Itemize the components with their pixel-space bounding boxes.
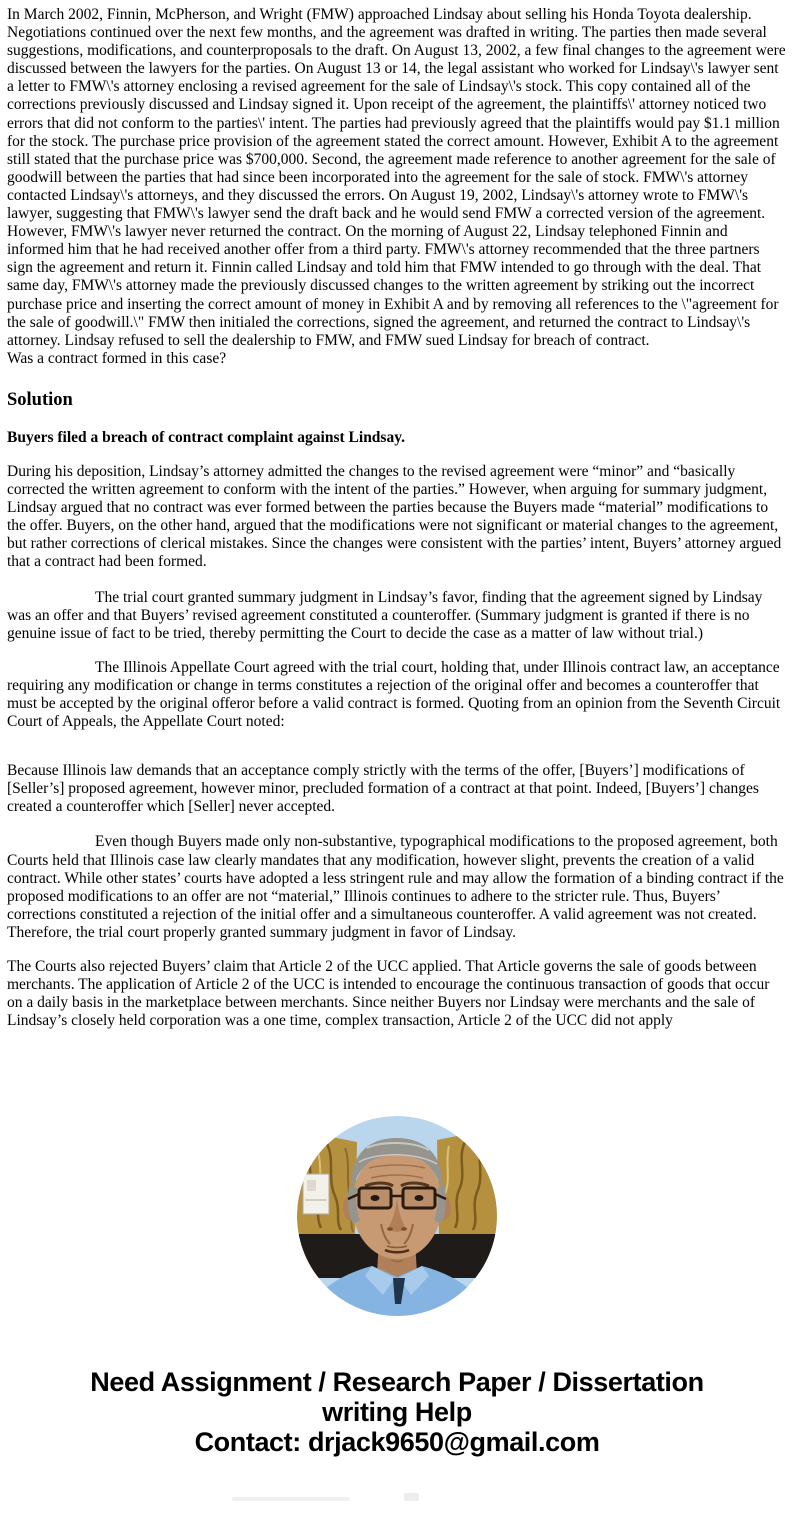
case-facts-paragraph: In March 2002, Finnin, McPherson, and Wright (FMW) approached Lindsay about selling his Honda Toyota dealership. Negotiations continued over the next few months, and the agreement was drafted in writing. The parties then made several suggestions, modifications, and counterproposals to the draft. On August 13, 2002, a few final changes to the agreement were discussed between the lawyers for the parties. On August 13 or 14, the legal assistant who worked for Lindsay\'s lawyer sent a letter to FMW\'s attorney enclosing a revised agreement for the sale of Lindsay\'s stock. This copy contained all of the corrections previously discussed and Lindsay signed it. Upon receipt of the agreement, the plaintiffs\' attorney noticed two errors that did not conform to the parties\' intent. The parties had previously agreed that the plaintiffs would pay $1.1 million for the stock. The purchase price provision of the agreement stated the correct amount. However, Exhibit A to the agreement still stated that the purchase price was $700,000. Second, the agreement made reference to another agreement for the sale of goodwill between the parties that had since been incorporated into the agreement for the sale of stock. FMW\'s attorney contacted Lindsay\'s attorneys, and they discussed the errors. On August 19, 2002, Lindsay\'s attorney wrote to FMW\'s lawyer, suggesting that FMW\'s lawyer send the draft back and he would send FMW a corrected version of the agreement. However, FMW\'s lawyer never returned the contract. On the morning of August 22, Lindsay telephoned Finnin and informed him that he had received another offer from a third party. FMW\'s attorney recommended that the three partners sign the agreement and return it. Finnin called Lindsay and told him that FMW intended to go through with the deal. That same day, FMW\'s attorney made the previously discussed changes to the written agreement by striking out the incorrect purchase price and inserting the correct amount of money in Exhibit A and by removing all references to the \"agreement for the sale of goodwill.\" FMW then initialed the corrections, signed the agreement, and returned the contract to Lindsay\'s attorney. Lindsay refused to sell the dealership to FMW, and FMW sued Lindsay for breach of contract. (7, 6, 786, 349)
player-bar-remnant (232, 1497, 350, 1501)
appellate-court-paragraph: The Illinois Appellate Court agreed with the trial court, holding that, under Illinois contract law, an acceptance requiring any modification or change in terms constitutes a rejection of the original offer and becomes a counteroffer that must be accepted by the original offeror before a valid contract is formed. Quoting from an opinion from the Seventh Circuit Court of Appeals, the Appellate Court noted: (7, 658, 781, 731)
complaint-statement: Buyers filed a breach of contract complaint against Lindsay. (7, 428, 405, 446)
ucc-paragraph: The Courts also rejected Buyers’ claim that Article 2 of the UCC applied. That Article governs the sale of goods between merchants. The application of Article 2 of the UCC is intended to encourage the continuous transaction of goods that occur on a daily basis in the marketplace between merchants. Since neither Buyers nor Lindsay were merchants and the sale of Lindsay’s closely held corporation was a one time, complex transaction, Article 2 of the UCC did not apply (7, 958, 770, 1030)
seventh-circuit-quote: Because Illinois law demands that an acceptance comply strictly with the terms of the offer, [Buyers’] modifications of [Seller’s] proposed agreement, however minor, precluded formation of a contract at that point. Indeed, [Buyers’] changes created a counteroffer which [Seller] never accepted. (7, 762, 759, 816)
presenter-avatar (297, 1116, 497, 1316)
footer-contact-email: Contact: drjack9650@gmail.com (194, 1427, 600, 1458)
trial-court-paragraph: The trial court granted summary judgment in Lindsay’s favor, finding that the agreement signed by Lindsay was an offer and that Buyers’ revised agreement constituted a counteroffer. (Summary judgment is granted if there is no genuine issue of fact to be tried, thereby permitting the Court to decide the case as a matter of law without trial.) (7, 588, 763, 642)
deposition-paragraph: During his deposition, Lindsay’s attorney admitted the changes to the revised agreement were “minor” and “basically corrected the written agreement to conform with the intent of the parties.” However, when arguing for summary judgment, Lindsay argued that no contract was ever formed between the parties because the Buyers made “material” modifications to the offer. Buyers, on the other hand, argued that the modifications were not significant or material changes to the agreement, but rather corrections of clerical mistakes. Since the changes were consistent with the parties’ intent, Buyers’ attorney argued that a contract had been formed. (7, 462, 782, 571)
player-bar-remnant-blob (404, 1493, 419, 1501)
footer-ad (0, 1367, 794, 1457)
analysis-paragraph: Even though Buyers made only non-substantive, typographical modifications to the proposed agreement, both Courts held that Illinois case law clearly mandates that any modification, however slight, prevents the creation of a valid contract. While other states’ courts have adopted a less stringent rule and may allow the formation of a binding contract if the proposed modifications to an offer are not “material,” Illinois continues to adhere to the stricter rule. Thus, Buyers’ corrections constituted a rejection of the initial offer and a simultaneous counteroffer. A valid agreement was not created. Therefore, the trial court properly granted summary judgment in favor of Lindsay. (7, 833, 784, 941)
solution-heading: Solution (7, 389, 73, 410)
footer-line-1: Need Assignment / Research Paper / Dissertation (90, 1367, 704, 1398)
case-question: Was a contract formed in this case? (7, 349, 227, 367)
presenter-avatar-illustration (297, 1116, 497, 1316)
footer-line-2: writing Help (322, 1397, 472, 1428)
